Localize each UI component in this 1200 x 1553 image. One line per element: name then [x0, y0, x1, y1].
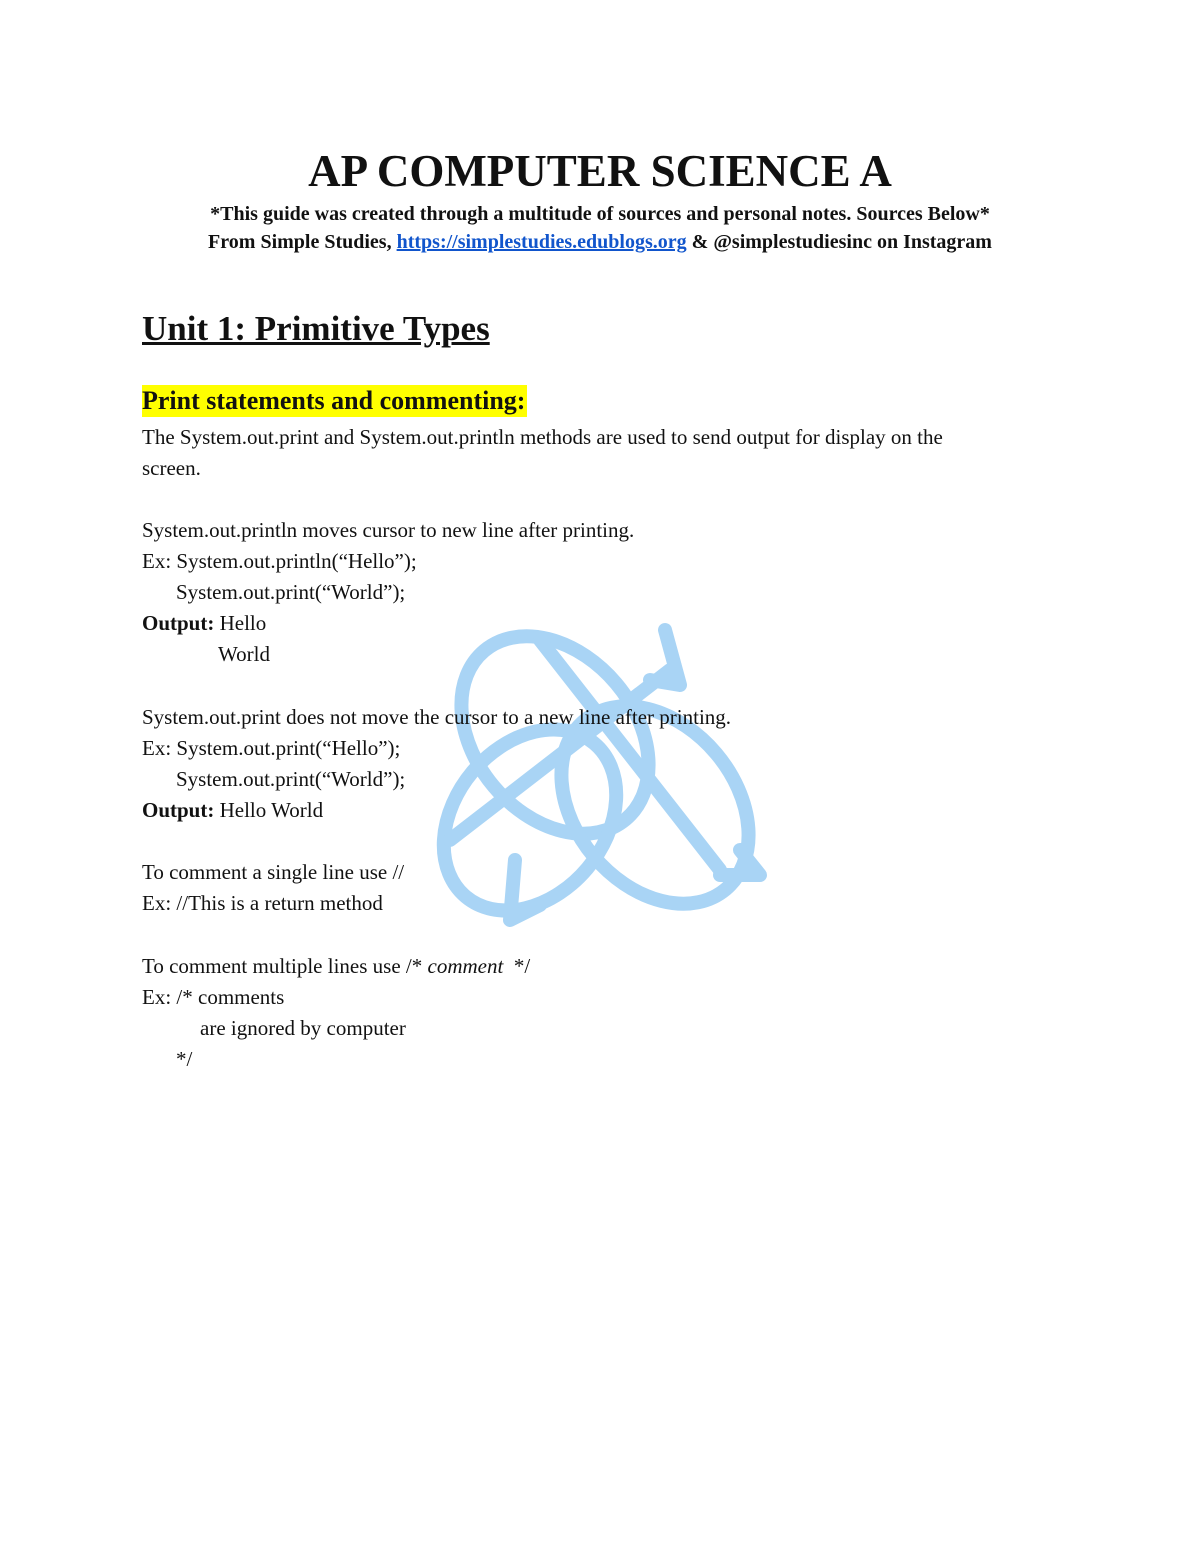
intro-text-line2: screen. — [142, 456, 201, 480]
credits-suffix: & @simplestudiesinc on Instagram — [686, 231, 992, 253]
intro-text-line1: The System.out.print and System.out.println methods are used to send output for display on the — [142, 425, 943, 449]
println-description: System.out.println moves cursor to new line after printing. — [142, 518, 635, 542]
example2-line1: Ex: System.out.print(“Hello”); — [142, 736, 401, 760]
example1-line2: System.out.print(“World”); — [176, 580, 406, 604]
multi-comment-prefix: To comment multiple lines use /* — [142, 954, 428, 978]
output-label: Output: — [142, 798, 215, 822]
simplestudies-link[interactable]: https://simplestudies.edublogs.org — [396, 231, 687, 253]
multi-comment-example-line3: */ — [176, 1047, 193, 1071]
source-credits — [0, 228, 1200, 256]
sources-note: *This guide was created through a multitude of sources and personal notes. Sources Below* — [210, 203, 990, 225]
multi-comment-example-line2: are ignored by computer — [200, 1016, 406, 1040]
unit-heading: Unit 1: Primitive Types — [142, 309, 490, 348]
multi-comment-description — [142, 952, 530, 980]
multi-comment-italic: comment — [427, 954, 504, 978]
example2-output — [142, 796, 323, 824]
example1-output — [142, 609, 266, 637]
single-comment-description: To comment a single line use // — [142, 860, 405, 884]
output-value: Hello World — [214, 798, 324, 822]
print-description: System.out.print does not move the cursor to a new line after printing. — [142, 705, 732, 729]
example1-line1: Ex: System.out.println(“Hello”); — [142, 549, 417, 573]
credits-prefix: From Simple Studies, — [208, 231, 397, 253]
document-title: AP COMPUTER SCIENCE A — [308, 146, 892, 196]
section-heading: Print statements and commenting: — [142, 386, 526, 415]
multi-comment-example-line1: Ex: /* comments — [142, 985, 285, 1009]
simple-studies-logo-icon — [420, 610, 780, 950]
example1-output-line2: World — [218, 642, 270, 666]
single-comment-example: Ex: //This is a return method — [142, 891, 383, 915]
multi-comment-suffix: */ — [503, 954, 531, 978]
example2-line2: System.out.print(“World”); — [176, 767, 406, 791]
output-label: Output: — [142, 611, 215, 635]
output-value: Hello — [214, 611, 267, 635]
